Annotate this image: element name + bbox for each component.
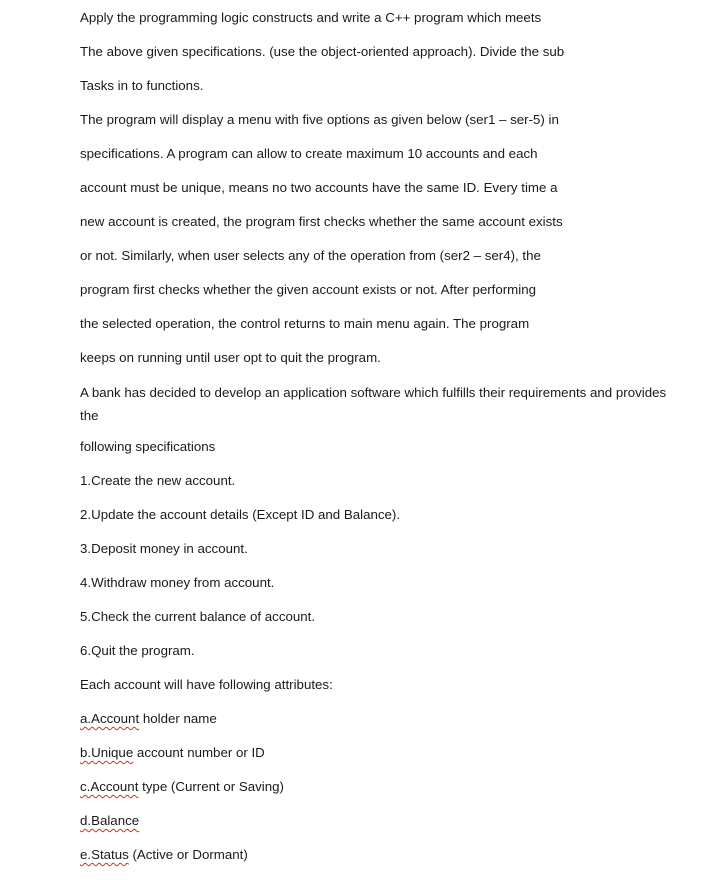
attribute-item: [80, 846, 680, 880]
intro-line: or not. Similarly, when user selects any of the operation from (ser2 – ser4), the: [80, 248, 541, 263]
intro-line: new account is created, the program first checks whether the same account exists: [80, 214, 563, 229]
menu-option: 6.Quit the program.: [80, 643, 195, 658]
menu-option: 4.Withdraw money from account.: [80, 575, 275, 590]
bank-paragraph: A bank has decided to develop an application software which fulfills their requirements and provides the: [80, 385, 667, 423]
intro-line: Apply the programming logic constructs and write a C++ program which meets: [80, 10, 542, 25]
attribute-item: [80, 744, 680, 778]
spellcheck-marked-word: e.Status: [80, 847, 129, 862]
attribute-item: [80, 710, 680, 744]
spellcheck-marked-word: d.Balance: [80, 813, 140, 828]
spellcheck-marked-word: a.Account: [80, 711, 140, 726]
intro-line: account must be unique, means no two accounts have the same ID. Every time a: [80, 180, 558, 195]
intro-line: program first checks whether the given account exists or not. After performing: [80, 282, 536, 297]
document-body: [80, 9, 680, 880]
menu-option: 3.Deposit money in account.: [80, 541, 248, 556]
attribute-text: holder name: [139, 711, 217, 726]
attribute-item: [80, 812, 680, 846]
spellcheck-marked-word: b.Unique: [80, 745, 134, 760]
intro-line: keeps on running until user opt to quit the program.: [80, 350, 381, 365]
attribute-text: type (Current or Saving): [138, 779, 284, 794]
intro-line: The above given specifications. (use the object-oriented approach). Divide the sub: [80, 44, 565, 59]
spellcheck-marked-word: c.Account: [80, 779, 139, 794]
intro-line: The program will display a menu with five options as given below (ser1 – ser-5) in: [80, 112, 559, 127]
menu-option: 5.Check the current balance of account.: [80, 609, 316, 624]
attribute-item: [80, 778, 680, 812]
attribute-text: account number or ID: [133, 745, 265, 760]
attribute-text: (Active or Dormant): [128, 847, 248, 862]
intro-line: specifications. A program can allow to create maximum 10 accounts and each: [80, 146, 538, 161]
following-specifications-line: following specifications: [80, 439, 216, 454]
menu-option: 1.Create the new account.: [80, 473, 236, 488]
menu-option: 2.Update the account details (Except ID and Balance).: [80, 507, 401, 522]
attributes-heading: Each account will have following attributes:: [80, 677, 333, 692]
intro-line: the selected operation, the control returns to main menu again. The program: [80, 316, 530, 331]
intro-line: Tasks in to functions.: [80, 78, 204, 93]
